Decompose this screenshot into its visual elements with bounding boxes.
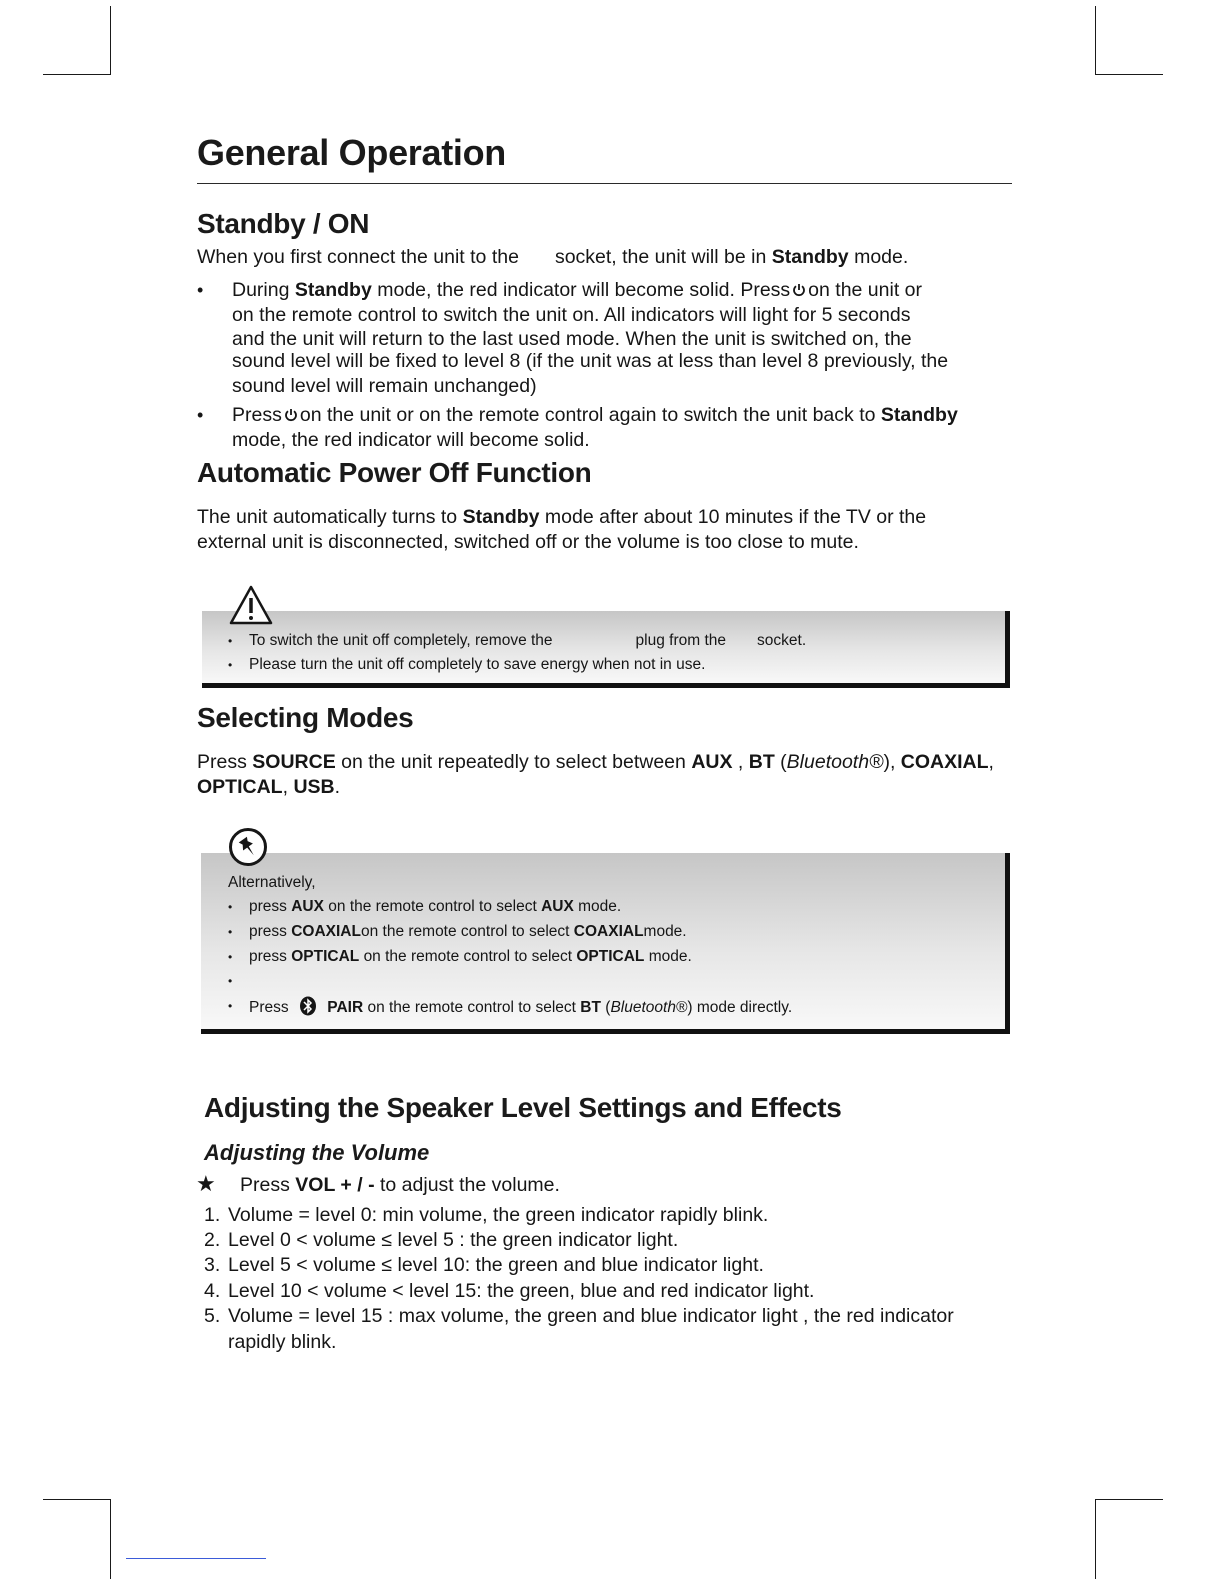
tip-item-aux: press AUX on the remote control to select AUX mode. <box>249 898 622 915</box>
modes-heading: Selecting Modes <box>197 702 414 733</box>
bullet: • <box>228 950 233 964</box>
list-item: Level 0 < volume ≤ level 5 : the green indicator light. <box>228 1229 679 1251</box>
standby-bullet1-line5: sound level will remain unchanged) <box>232 375 537 397</box>
power-icon <box>284 408 298 422</box>
list-item: Level 10 < volume < level 15: the green, blue and red indicator light. <box>228 1280 815 1302</box>
bullet: • <box>228 999 233 1013</box>
speaker-heading: Adjusting the Speaker Level Settings and Effects <box>204 1092 842 1123</box>
bullet: • <box>197 280 204 300</box>
warning-line1: To switch the unit off completely, remove the plug from the socket. <box>249 632 807 649</box>
volume-subheading: Adjusting the Volume <box>204 1140 430 1165</box>
bullet: • <box>228 634 233 648</box>
title-rule <box>197 183 1012 184</box>
list-number: 1. <box>204 1204 221 1226</box>
bullet: • <box>228 900 233 914</box>
modes-line2: OPTICAL, USB. <box>197 776 341 798</box>
standby-bullet2-line2: mode, the red indicator will become solid. <box>232 429 590 451</box>
power-icon <box>792 283 806 297</box>
warning-line2: Please turn the unit off completely to save energy when not in use. <box>249 656 706 673</box>
standby-bullet1-line4: sound level will be fixed to level 8 (if the unit was at less than level 8 previously, the <box>232 350 949 372</box>
list-item: Volume = level 15 : max volume, the green and blue indicator light , the red indicator <box>228 1305 954 1327</box>
pushpin-icon <box>228 827 268 867</box>
standby-intro: When you first connect the unit to the socket, the unit will be in Standby mode. <box>197 246 909 268</box>
warning-triangle-icon <box>228 584 274 626</box>
list-number: 5. <box>204 1305 221 1327</box>
crop-mark <box>1095 1499 1096 1579</box>
list-item: Volume = level 0: min volume, the green indicator rapidly blink. <box>228 1204 769 1226</box>
list-item: Level 5 < volume ≤ level 10: the green and blue indicator light. <box>228 1254 764 1276</box>
list-number: 3. <box>204 1254 221 1276</box>
crop-mark <box>1095 6 1096 75</box>
volume-instruction: Press VOL + / - to adjust the volume. <box>240 1174 560 1196</box>
page-title: General Operation <box>197 132 506 173</box>
bullet: • <box>197 405 204 425</box>
bullet: • <box>228 658 233 672</box>
crop-mark <box>110 1499 111 1579</box>
standby-heading: Standby / ON <box>197 208 370 239</box>
crop-mark <box>110 6 111 75</box>
standby-bullet1-line3: and the unit will return to the last used mode. When the unit is switched on, the <box>232 328 912 350</box>
auto-off-heading: Automatic Power Off Function <box>197 457 592 488</box>
standby-bullet2-line1: Press on the unit or on the remote control again to switch the unit back to Standby <box>232 404 958 426</box>
list-item-continuation: rapidly blink. <box>228 1331 337 1353</box>
tip-item-optical: press OPTICAL on the remote control to select OPTICAL mode. <box>249 948 692 965</box>
crop-mark <box>43 74 111 75</box>
tip-item-coaxial: press COAXIALon the remote control to select COAXIALmode. <box>249 923 687 940</box>
standby-bullet1-line2: on the remote control to switch the unit on. All indicators will light for 5 seconds <box>232 304 911 326</box>
star-icon: ★ <box>196 1171 216 1196</box>
auto-off-line2: external unit is disconnected, switched off or the volume is too close to mute. <box>197 531 859 553</box>
modes-line1: Press SOURCE on the unit repeatedly to select between AUX , BT (Bluetooth®), COAXIAL, <box>197 751 994 773</box>
tip-item-bt: Press PAIR on the remote control to select BT (Bluetooth®) mode directly. <box>249 996 792 1018</box>
bullet: • <box>228 974 233 988</box>
bluetooth-icon <box>299 996 317 1016</box>
crop-mark <box>43 1499 111 1500</box>
crop-mark <box>126 1558 266 1559</box>
standby-bullet1-line1: During Standby mode, the red indicator will become solid. Press on the unit or <box>232 279 923 301</box>
crop-mark <box>1095 74 1163 75</box>
list-number: 2. <box>204 1229 221 1251</box>
crop-mark <box>1095 1499 1163 1500</box>
bullet: • <box>228 925 233 939</box>
tip-intro: Alternatively, <box>228 874 316 891</box>
list-number: 4. <box>204 1280 221 1302</box>
auto-off-line1: The unit automatically turns to Standby mode after about 10 minutes if the TV or the <box>197 506 927 528</box>
